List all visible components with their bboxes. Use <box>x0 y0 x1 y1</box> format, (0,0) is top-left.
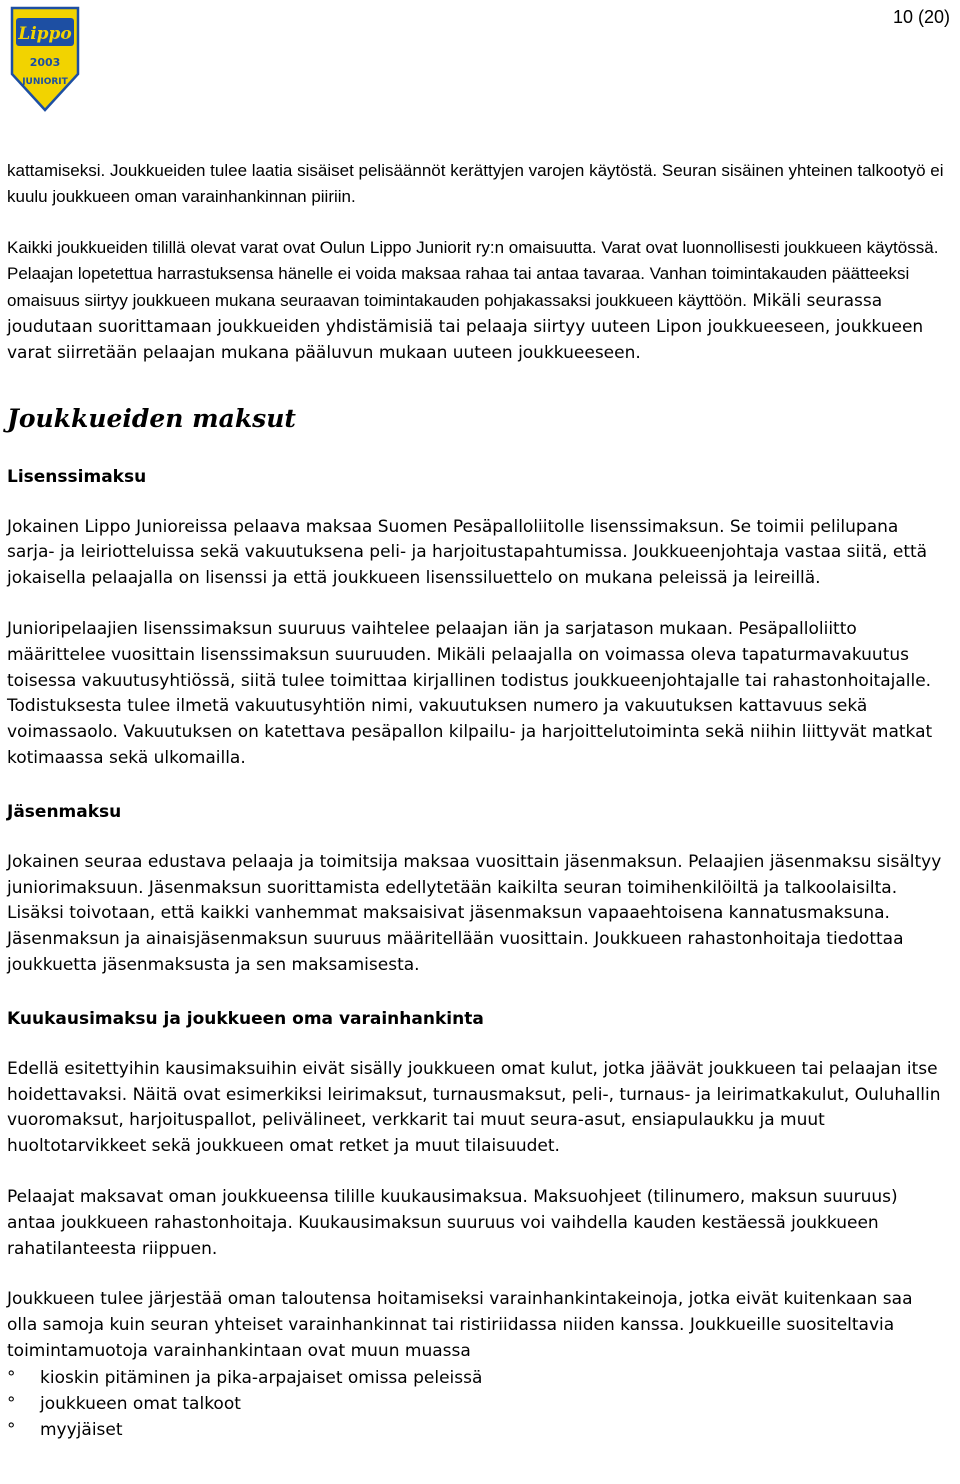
lippo-juniorit-logo <box>6 4 84 114</box>
list-item-text: joukkueen omat talkoot <box>40 1393 241 1414</box>
logo-emblem <box>6 4 84 114</box>
list-item <box>7 1365 947 1391</box>
intro-paragraph-2-part-a: Kaikki joukkueiden tilillä olevat varat ovat Oulun Lippo Juniorit ry:n omaisuutta. Varat ovat luonnollisesti joukkueen käytössä. Pelaajan lopetettua harrastuksensa hänelle ei voida maksaa rahaa tai antaa tavaraa. Vanhan toimintakauden päätteeksi omaisuus siirtyy joukkueen mukana seuraavan toimintakauden pohjakassaksi joukkueen käyttöön. <box>7 237 939 311</box>
logo-year: 2003 <box>29 56 61 69</box>
kuukausi-paragraph-1: Edellä esitettyihin kausimaksuihin eivät sisälly joukkueen omat kulut, jotka jäävät joukkueen tai pelaajan itse hoidettavaksi. Näitä ovat esimerkiksi leirimaksut, turnausmaksut, peli-, turnaus- ja leirimatkakulut, Ouluhallin vuoromaksut, harjoituspallot, pelivälineet, verkkarit tai muut seura-asut, ensiapulaukku ja muut huoltotarvikkeet sekä joukkueen omat retket ja muut tilaisuudet. <box>7 1058 941 1157</box>
intro-paragraph-2 <box>7 235 947 367</box>
logo-subtitle: JUNIORIT <box>22 77 68 87</box>
logo-wordmark: Lippo <box>18 24 72 44</box>
bullet-icon: ° <box>7 1393 16 1414</box>
intro-paragraph-1: kattamiseksi. Joukkueiden tulee laatia sisäiset pelisäännöt kerättyjen varojen käytöstä. Seuran sisäinen yhteinen talkootyö ei kuulu joukkueen oman varainhankinnan piiriin. <box>7 161 944 206</box>
fundraising-list <box>7 1365 947 1443</box>
bullet-icon: ° <box>7 1419 16 1440</box>
heading-lisenssimaksu: Lisenssimaksu <box>7 466 147 487</box>
kuukausi-paragraph-2: Pelaajat maksavat oman joukkueensa tilille kuukausimaksua. Maksuohjeet (tilinumero, maksun suuruus) antaa joukkueen rahastonhoitaja. Kuukausimaksun suuruus voi vaihdella kauden kestäessä joukkueen rahatilanteesta riippuen. <box>7 1186 898 1259</box>
kuukausi-paragraph-3: Joukkueen tulee järjestää oman taloutensa hoitamiseksi varainhankintakeinoja, jotka eivät kuitenkaan saa olla samoja kuin seuran yhteiset varainhankinnat tai ristiriidassa niiden kanssa. Joukkueille suositeltavia toimintamuotoja varainhankintaan ovat muun muassa <box>7 1289 913 1361</box>
section-title: Joukkueiden maksut <box>7 403 296 433</box>
list-item-text: myyjäiset <box>40 1419 123 1440</box>
lisenssi-paragraph-2: Junioripelaajien lisenssimaksun suuruus vaihtelee pelaajan iän ja sarjatason mukaan. Pesäpalloliitto määrittelee vuosittain lisenssimaksun suuruuden. Mikäli pelaajalla on voimassa oleva tapaturmavakuutus toisessa vakuutusyhtiössä, siitä tulee toimittaa kirjallinen todistus joukkueenjohtajalle tai rahastonhoitajalle. Todistuksesta tulee ilmetä vakuutusyhtiön nimi, vakuutuksen numero ja vakuutuksen kattavuus sekä voimassaolo. Vakuutuksen on katettava pesäpallon kilpailu- ja harjoittelutoiminta sekä niihin liittyvät matkat kotimaassa sekä ulkomailla. <box>7 618 933 768</box>
intro-paragraph-2-part-b: Mikäli seurassa joudutaan suorittamaan joukkueiden yhdistämisiä tai pelaaja siirtyy uuteen Lipon joukkueeseen, joukkueen varat siirretään pelaajan mukana pääluvun mukaan uuteen joukkueeseen. <box>7 291 924 363</box>
heading-jasenmaksu: Jäsenmaksu <box>7 801 122 822</box>
list-item <box>7 1417 947 1443</box>
list-item-text: kioskin pitäminen ja pika-arpajaiset omissa peleissä <box>40 1367 483 1388</box>
jasen-paragraph-1: Jokainen seuraa edustava pelaaja ja toimitsija maksaa vuosittain jäsenmaksun. Pelaajien jäsenmaksu sisältyy juniorimaksuun. Jäsenmaksun suorittamista edellytetään kaikilta seuran toimihenkilöiltä ja talkoolaisilta. Lisäksi toivotaan, että kaikki vanhemmat maksaisivat jäsenmaksun vapaaehtoisena kannatusmaksuna. Jäsenmaksun ja ainaisjäsenmaksun suuruus määritellään vuosittain. Joukkueen rahastonhoitaja tiedottaa joukkuetta jäsenmaksusta ja sen maksamisesta. <box>7 851 942 975</box>
bullet-icon: ° <box>7 1367 16 1388</box>
list-item <box>7 1391 947 1417</box>
heading-kuukausimaksu: Kuukausimaksu ja joukkueen oma varainhankinta <box>7 1008 484 1029</box>
lisenssi-paragraph-1: Jokainen Lippo Junioreissa pelaava maksaa Suomen Pesäpalloliitolle lisenssimaksun. Se toimii pelilupana sarja- ja leiriotteluissa sekä vakuutuksena peli- ja harjoitustapahtumissa. Joukkueenjohtaja vastaa siitä, että jokaisella pelaajalla on lisenssi ja että joukkueen lisenssiluettelo on mukana peleissä ja leireillä. <box>7 516 928 589</box>
document-body <box>7 158 947 1443</box>
page-number: 10 (20) <box>892 7 950 27</box>
